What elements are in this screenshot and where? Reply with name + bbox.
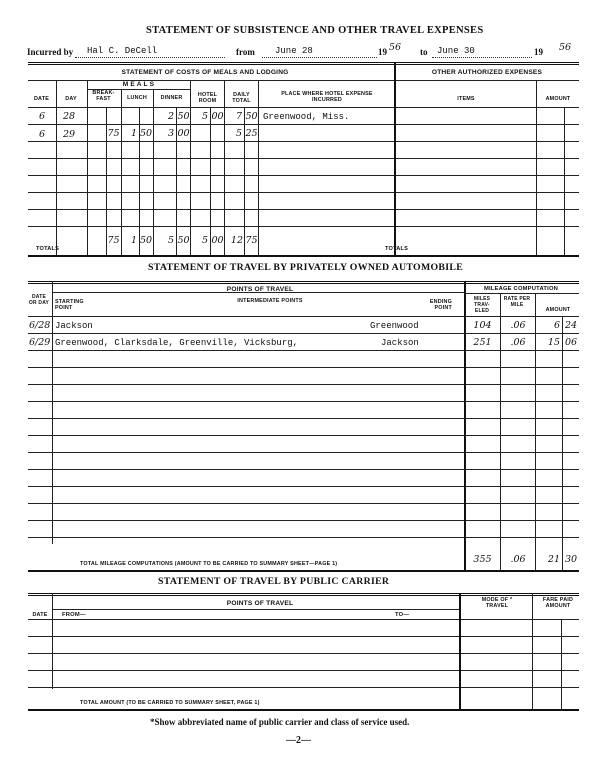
mileage-computation-header: MILEAGE COMPUTATION [483,286,559,292]
traveler-name: Hal C. DeCell [87,46,158,56]
meals-row-lunch-dollars: 1 [130,128,137,139]
meals-section-title: STATEMENT OF COSTS OF MEALS AND LODGING [121,69,289,76]
col-place: PLACE WHERE HOTEL EXPENSE INCURRED [281,91,373,103]
col-dinner: DINNER [160,95,183,101]
total-lunch-dollars: 1 [130,235,137,246]
auto-row-miles: 104 [473,320,492,331]
meals-row-date: 6 [38,111,46,122]
col-daily: DAILY TOTAL [232,92,251,104]
total-dinner-dollars: 5 [167,235,174,246]
meals-row-daily-dollars: 7 [235,111,242,122]
totals-label: TOTALS [36,246,60,252]
incurred-by-label: Incurred by [27,47,74,57]
to-label: to [420,47,428,57]
auto-row-rate: .06 [510,337,526,348]
auto-row-miles: 251 [473,337,492,348]
auto-row-end: Greenwood [370,321,419,331]
carrier-points-header: POINTS OF TRAVEL [226,600,294,607]
meals-row-daily-cents: 25 [245,128,258,139]
col-day: DAY [65,96,77,102]
auto-points-header: POINTS OF TRAVEL [226,286,294,293]
col-date: DATE [33,96,50,102]
auto-total-amount-cents: 30 [564,554,578,565]
footnote: *Show abbreviated name of public carrier and class of service used. [150,717,410,727]
auto-col-intermediate: INTERMEDIATE POINTS [237,298,303,304]
carrier-col-to: TO— [395,612,410,618]
total-daily-cents: 75 [245,235,258,246]
section1-top-rule [28,62,579,65]
from-date: June 28 [275,46,313,56]
auto-col-date: DATE OR DAY [28,294,50,306]
meals-row-hotel-cents: 00 [211,111,224,122]
auto-row-start: Greenwood, Clarksdale, Greenville, Vicksburg, [55,338,299,348]
page-number: —2— [286,735,311,746]
auto-total-rate: .06 [510,554,526,565]
other-expenses-title: OTHER AUTHORIZED EXPENSES [431,69,543,76]
auto-row-start: Jackson [55,321,93,331]
meals-row-dinner-cents: 00 [177,128,190,139]
form-title: STATEMENT OF SUBSISTENCE AND OTHER TRAVEL EXPENSES [146,25,484,36]
carrier-col-mode: MODE OF * TRAVEL [481,597,513,609]
auto-col-amount: AMOUNT [545,307,571,313]
auto-row-end: Jackson [381,338,419,348]
meals-row-breakfast-cents: 75 [107,128,120,139]
carrier-col-fare: FARE PAID AMOUNT [542,597,574,609]
auto-row-amount-cents: 06 [564,337,578,348]
auto-row-date: 6/29 [29,337,51,348]
to-underline [432,57,532,58]
auto-row-amount-cents: 24 [564,320,578,331]
from-underline [262,57,377,58]
meals-row-day: 29 [62,129,76,140]
meals-row-date: 6 [38,129,46,140]
totals-label-right: TOTALS [385,246,409,252]
meals-row-dinner-dollars: 3 [167,128,174,139]
meals-row-lunch-cents: 50 [139,128,153,139]
auto-row-amount-dollars: 6 [553,320,560,331]
meals-row-day: 28 [62,111,76,122]
col-lunch: LUNCH [127,95,147,101]
auto-total-label: TOTAL MILEAGE COMPUTATIONS (AMOUNT TO BE CARRIED TO SUMMARY SHEET—PAGE 1) [80,561,338,567]
meals-row-place: Greenwood, Miss. [263,112,350,122]
year-2: 56 [559,42,572,53]
auto-row-amount-dollars: 15 [547,337,560,348]
col-hotel: HOTEL ROOM [197,92,218,104]
auto-col-ending: ENDING POINT [429,299,452,311]
meals-group-header: M E A L S [122,81,155,88]
col-items: ITEMS [457,96,475,102]
meals-row-dinner-cents: 50 [177,111,190,122]
col-amount: AMOUNT [545,96,571,102]
carrier-col-date: DATE [32,612,48,618]
meals-row-daily-dollars: 5 [235,128,242,139]
from-label: from [236,47,255,57]
auto-col-starting: STARTING POINT [55,299,84,311]
auto-col-miles: MILES TRAV- ELED [473,296,491,314]
carrier-section-title: STATEMENT OF TRAVEL BY PUBLIC CARRIER [158,576,390,587]
year-prefix-2: 19 [534,47,543,57]
col-breakfast: BREAK- FAST [92,90,115,102]
total-daily-dollars: 12 [230,235,243,246]
auto-section-title: STATEMENT OF TRAVEL BY PRIVATELY OWNED AUTOMOBILE [148,262,464,273]
to-date: June 30 [437,46,475,56]
year-prefix-1: 19 [378,47,387,57]
meals-row-hotel-dollars: 5 [201,111,208,122]
year-1: 56 [389,42,402,53]
carrier-total-label: TOTAL AMOUNT (TO BE CARRIED TO SUMMARY SHEET, PAGE 1) [80,700,260,706]
auto-col-rate: RATE PER MILE [503,296,531,308]
total-hotel-dollars: 5 [201,235,208,246]
name-underline [75,57,225,58]
total-lunch-cents: 50 [139,235,153,246]
total-dinner-cents: 50 [177,235,190,246]
carrier-col-from: FROM— [62,612,86,618]
total-hotel-cents: 00 [211,235,224,246]
auto-row-rate: .06 [510,320,526,331]
meals-row-daily-cents: 50 [245,111,258,122]
auto-total-miles: 355 [473,554,492,565]
meals-row-dinner-dollars: 2 [167,111,174,122]
auto-row-date: 6/28 [29,320,51,331]
total-breakfast-cents: 75 [107,235,120,246]
auto-total-amount-dollars: 21 [547,554,560,565]
